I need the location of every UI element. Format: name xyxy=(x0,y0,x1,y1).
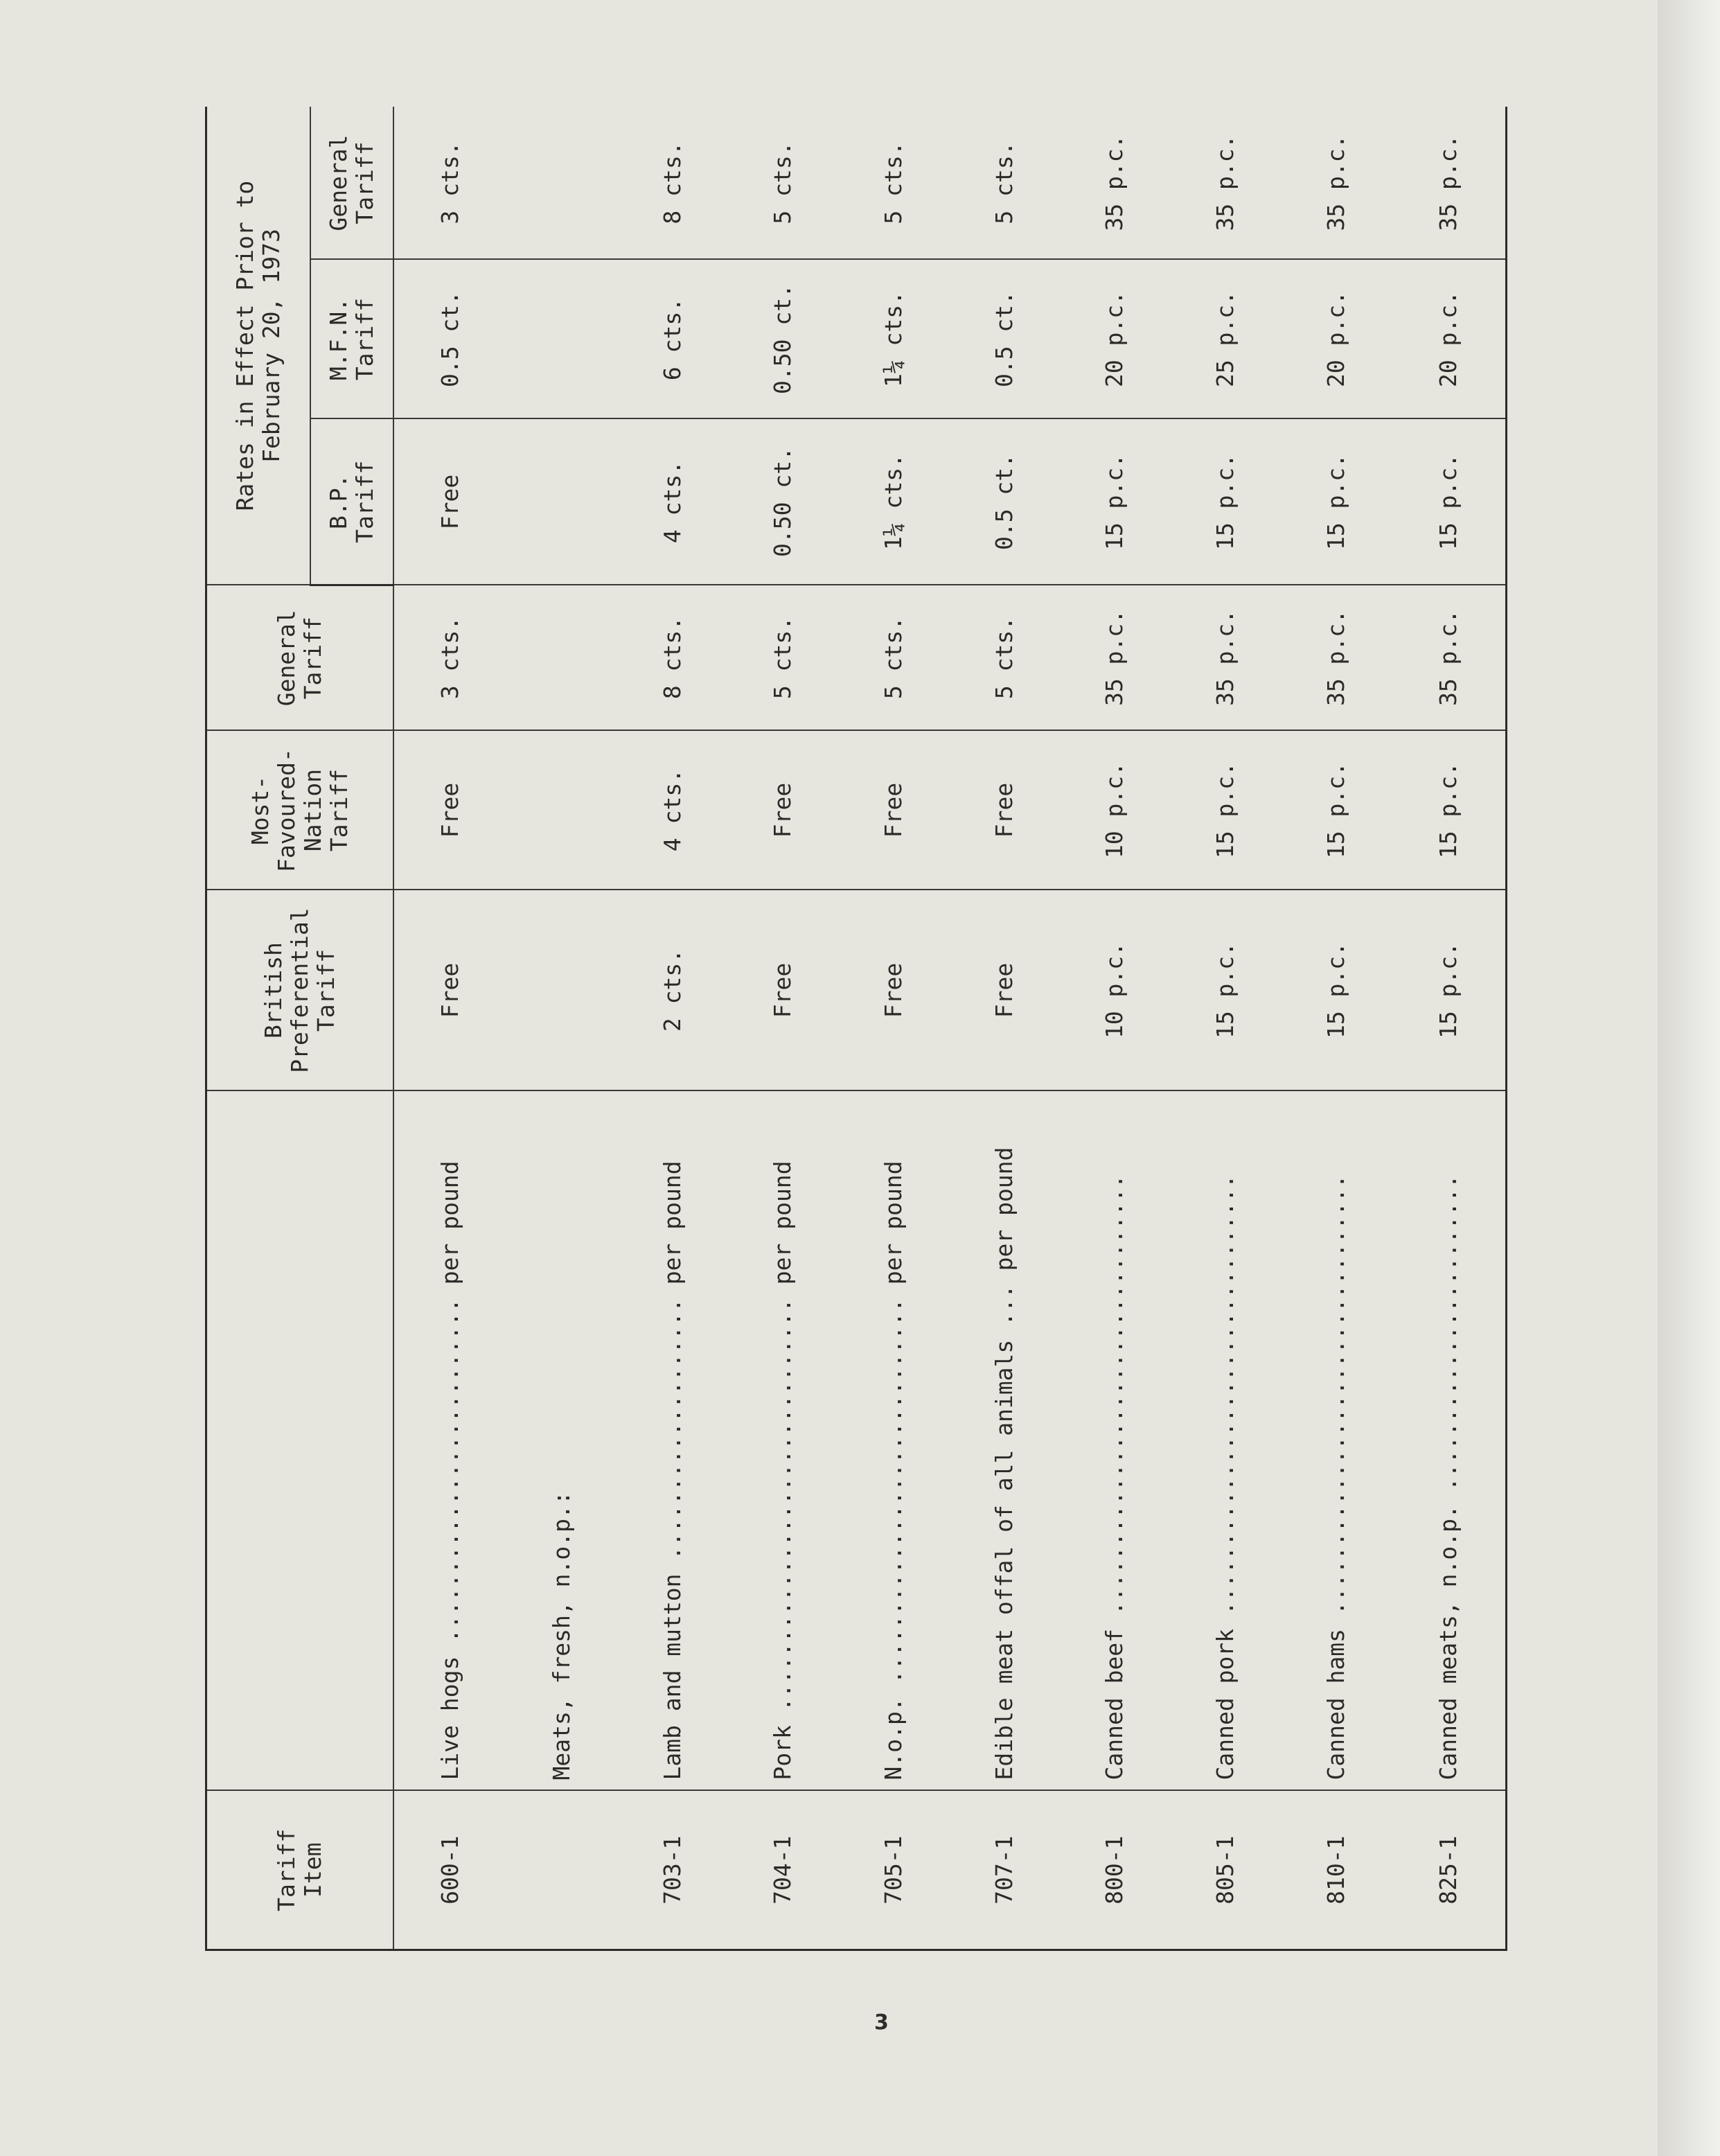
prior-general-rate-cell: 8 cts. xyxy=(617,107,728,260)
tariff-table-region xyxy=(205,108,1507,1951)
general-rate-cell: 35 p.c. xyxy=(1060,585,1171,731)
tariff-item-cell: 704-1 xyxy=(728,1791,839,1950)
prior-general-rate-cell: 35 p.c. xyxy=(1391,107,1506,260)
table-row xyxy=(617,107,728,1950)
prior-bp-rate-cell: 0.50 ct. xyxy=(728,419,839,585)
bp-rate-cell xyxy=(506,890,617,1091)
general-rate-cell: 35 p.c. xyxy=(1281,585,1392,731)
bp-rate-cell: Free xyxy=(393,890,507,1091)
tariff-item-cell: 825-1 xyxy=(1391,1791,1506,1950)
prior-general-rate-cell: 3 cts. xyxy=(393,107,507,260)
general-rate-cell: 3 cts. xyxy=(393,585,507,731)
prior-general-rate-cell: 35 p.c. xyxy=(1170,107,1281,260)
general-rate-cell: 35 p.c. xyxy=(1170,585,1281,731)
prior-mfn-rate-cell: 0.5 ct. xyxy=(949,260,1060,419)
prior-mfn-rate-cell: 25 p.c. xyxy=(1170,260,1281,419)
description-cell: N.o.p. ............................ per pound xyxy=(838,1091,949,1791)
prior-general-rate-cell: 5 cts. xyxy=(728,107,839,260)
mfn-rate-cell: Free xyxy=(393,731,507,890)
prior-general-rate-cell: 5 cts. xyxy=(949,107,1060,260)
table-row xyxy=(393,107,507,1950)
prior-bp-rate-cell: 0.5 ct. xyxy=(949,419,1060,585)
prior-bp-rate-cell: Free xyxy=(393,419,507,585)
tariff-rates-table xyxy=(205,107,1507,1952)
header-description xyxy=(206,1091,393,1791)
mfn-rate-cell: 4 cts. xyxy=(617,731,728,890)
prior-bp-rate-cell: 1¼ cts. xyxy=(838,419,949,585)
description-cell: Pork .............................. per pound xyxy=(728,1091,839,1791)
header-prior-bp: B.P. Tariff xyxy=(310,419,393,585)
description-cell: Live hogs ......................... per pound xyxy=(393,1091,507,1791)
prior-bp-rate-cell: 4 cts. xyxy=(617,419,728,585)
prior-mfn-rate-cell: 1¼ cts. xyxy=(838,260,949,419)
header-prior-mfn: M.F.N. Tariff xyxy=(310,260,393,419)
general-rate-cell: 5 cts. xyxy=(728,585,839,731)
prior-bp-rate-cell: 15 p.c. xyxy=(1170,419,1281,585)
tariff-item-cell: 600-1 xyxy=(393,1791,507,1950)
general-rate-cell: 5 cts. xyxy=(949,585,1060,731)
description-cell: Meats, fresh, n.o.p.: xyxy=(506,1091,617,1791)
mfn-rate-cell: Free xyxy=(728,731,839,890)
prior-mfn-rate-cell: 0.50 ct. xyxy=(728,260,839,419)
prior-mfn-rate-cell xyxy=(506,260,617,419)
bp-rate-cell: 15 p.c. xyxy=(1391,890,1506,1091)
description-cell: Canned beef ................................ xyxy=(1060,1091,1171,1791)
bp-rate-cell: 2 cts. xyxy=(617,890,728,1091)
rotated-table-container xyxy=(205,108,1507,1951)
description-cell: Canned meats, n.o.p. ....................... xyxy=(1391,1091,1506,1791)
prior-bp-rate-cell: 15 p.c. xyxy=(1281,419,1392,585)
general-rate-cell: 8 cts. xyxy=(617,585,728,731)
table-row xyxy=(838,107,949,1950)
bp-rate-cell: 15 p.c. xyxy=(1281,890,1392,1091)
prior-bp-rate-cell: 15 p.c. xyxy=(1060,419,1171,585)
tariff-item-cell: 703-1 xyxy=(617,1791,728,1950)
tariff-item-cell xyxy=(506,1791,617,1950)
mfn-rate-cell: Free xyxy=(949,731,1060,890)
general-rate-cell: 5 cts. xyxy=(838,585,949,731)
mfn-rate-cell: 10 p.c. xyxy=(1060,731,1171,890)
mfn-rate-cell: 15 p.c. xyxy=(1281,731,1392,890)
prior-mfn-rate-cell: 6 cts. xyxy=(617,260,728,419)
bp-rate-cell: Free xyxy=(728,890,839,1091)
description-cell: Lamb and mutton ................... per pound xyxy=(617,1091,728,1791)
mfn-rate-cell: 15 p.c. xyxy=(1391,731,1506,890)
page-number: 3 xyxy=(874,2011,889,2035)
tariff-item-cell: 705-1 xyxy=(838,1791,949,1950)
prior-general-rate-cell: 5 cts. xyxy=(838,107,949,260)
mfn-rate-cell: Free xyxy=(838,731,949,890)
mfn-rate-cell: 15 p.c. xyxy=(1170,731,1281,890)
table-row xyxy=(1391,107,1506,1950)
prior-general-rate-cell xyxy=(506,107,617,260)
prior-bp-rate-cell xyxy=(506,419,617,585)
prior-mfn-rate-cell: 0.5 ct. xyxy=(393,260,507,419)
general-rate-cell xyxy=(506,585,617,731)
prior-mfn-rate-cell: 20 p.c. xyxy=(1060,260,1171,419)
tariff-item-cell: 805-1 xyxy=(1170,1791,1281,1950)
header-british-preferential: British Preferential Tariff xyxy=(206,890,393,1091)
table-row xyxy=(1060,107,1171,1950)
tariff-item-cell: 800-1 xyxy=(1060,1791,1171,1950)
prior-general-rate-cell: 35 p.c. xyxy=(1281,107,1392,260)
prior-general-rate-cell: 35 p.c. xyxy=(1060,107,1171,260)
page-edge xyxy=(1658,0,1720,2156)
table-row xyxy=(949,107,1060,1950)
bp-rate-cell: 15 p.c. xyxy=(1170,890,1281,1091)
description-cell: Canned pork ................................ xyxy=(1170,1091,1281,1791)
description-cell: Canned hams ................................ xyxy=(1281,1091,1392,1791)
tariff-item-cell: 707-1 xyxy=(949,1791,1060,1950)
prior-mfn-rate-cell: 20 p.c. xyxy=(1391,260,1506,419)
prior-bp-rate-cell: 15 p.c. xyxy=(1391,419,1506,585)
bp-rate-cell: 10 p.c. xyxy=(1060,890,1171,1091)
bp-rate-cell: Free xyxy=(949,890,1060,1091)
table-row xyxy=(506,107,617,1950)
tariff-item-cell: 810-1 xyxy=(1281,1791,1392,1950)
header-prior-general: General Tariff xyxy=(310,107,393,260)
mfn-rate-cell xyxy=(506,731,617,890)
header-general-tariff: General Tariff xyxy=(206,585,393,731)
header-most-favoured-nation: Most- Favoured- Nation Tariff xyxy=(206,731,393,890)
header-prior-rates-group: Rates in Effect Prior to February 20, 1973 xyxy=(206,107,310,585)
table-row xyxy=(1170,107,1281,1950)
general-rate-cell: 35 p.c. xyxy=(1391,585,1506,731)
table-row xyxy=(1281,107,1392,1950)
bp-rate-cell: Free xyxy=(838,890,949,1091)
description-cell: Edible meat offal of all animals ... per pound xyxy=(949,1091,1060,1791)
header-tariff-item: Tariff Item xyxy=(206,1791,393,1950)
table-body xyxy=(393,107,1507,1950)
table-row xyxy=(728,107,839,1950)
prior-mfn-rate-cell: 20 p.c. xyxy=(1281,260,1392,419)
